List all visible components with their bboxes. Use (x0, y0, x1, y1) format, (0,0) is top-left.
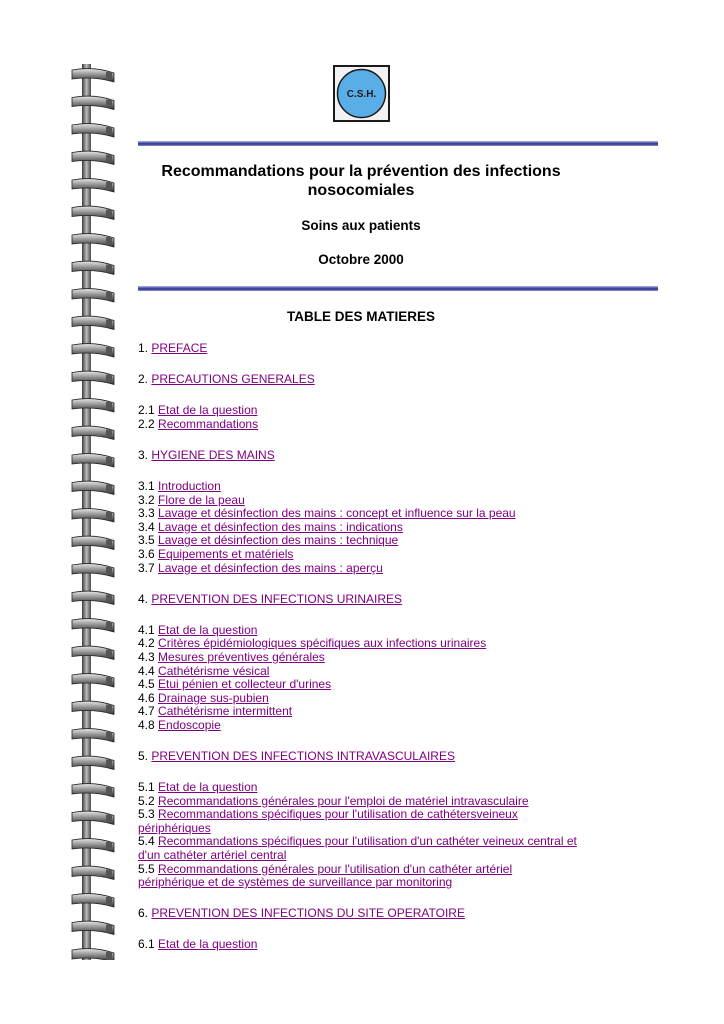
toc-link-4-8[interactable]: Endoscopie (158, 717, 221, 732)
toc-entry: 3.7 Lavage et désinfection des mains : aperçu (138, 560, 383, 575)
toc-entry: 2. PRECAUTIONS GENERALES (138, 372, 315, 387)
spiral-hole (106, 952, 112, 960)
toc-entry: 4.2 Critères épidémiologiques spécifiques aux infections urinaires (138, 636, 487, 651)
spiral-hole (106, 292, 112, 300)
toc-entry: 3.2 Flore de la peau (138, 492, 245, 507)
toc-entry: 6.1 Etat de la question (138, 937, 258, 952)
toc-entry: 5.4 Recommandations spécifiques pour l'utilisation d'un cathéter veineux central et d'un cathéter artériel central (138, 834, 577, 863)
toc-entry: 4.8 Endoscopie (138, 717, 221, 732)
spiral-hole (106, 540, 112, 548)
toc-entry: 4.3 Mesures préventives générales (138, 649, 325, 664)
toc-link-2-2[interactable]: Recommandations (158, 416, 259, 431)
toc-entry: 5.5 Recommandations générales pour l'utilisation d'un cathéter artériel périphérique et de systèmes de surveillance par monitoring (138, 861, 513, 890)
toc-entry: 5.2 Recommandations générales pour l'emploi de matériel intravasculaire (138, 793, 529, 808)
spiral-hole (106, 347, 112, 355)
spiral-hole (106, 677, 112, 685)
toc-entry: 3.6 Equipements et matériels (138, 546, 294, 561)
toc-link-3-4[interactable]: Lavage et désinfection des mains : indications (158, 519, 403, 534)
spiral-hole (106, 265, 112, 273)
toc-entry: 3.4 Lavage et désinfection des mains : indications (138, 519, 403, 534)
toc-entry: 6. PREVENTION DES INFECTIONS DU SITE OPERATOIRE (138, 906, 465, 921)
toc-entry: 3. HYGIENE DES MAINS (138, 447, 275, 462)
document-title: Recommandations pour la prévention des infections nosocomiales (161, 163, 561, 199)
toc-entry: 3.3 Lavage et désinfection des mains : concept et influence sur la peau (138, 506, 516, 521)
toc-link-4-6[interactable]: Drainage sus-pubien (158, 690, 269, 705)
toc-entry: 2.1 Etat de la question (138, 403, 258, 418)
spiral-hole (106, 512, 112, 520)
spiral-hole (106, 897, 112, 905)
toc-entry: 4.7 Cathétérisme intermittent (138, 704, 293, 719)
toc-link-precautions-generales[interactable]: PRECAUTIONS GENERALES (151, 372, 315, 387)
date: Octobre 2000 (318, 252, 404, 267)
spiral-hole (106, 815, 112, 823)
spiral-hole (106, 457, 112, 465)
top-divider (138, 141, 658, 146)
logo-text: C.S.H. (346, 89, 377, 100)
toc-link-3-5[interactable]: Lavage et désinfection des mains : technique (158, 533, 399, 548)
toc-link-2-1[interactable]: Etat de la question (158, 403, 258, 418)
spiral-hole (106, 732, 112, 740)
toc-entry: 4. PREVENTION DES INFECTIONS URINAIRES (138, 591, 403, 606)
spiral-hole (106, 402, 112, 410)
bottom-divider (138, 286, 658, 291)
toc-link-3-2[interactable]: Flore de la peau (158, 492, 245, 507)
spiral-hole (106, 842, 112, 850)
spiral-hole (106, 237, 112, 245)
spiral-hole (106, 320, 112, 328)
table-of-contents (138, 342, 638, 970)
toc-link-3-6[interactable]: Equipements et matériels (158, 546, 294, 561)
spiral-binding-graphic (70, 64, 118, 960)
toc-entry: 3.1 Introduction (138, 478, 221, 493)
toc-entry: 1. PREFACE (138, 341, 208, 355)
toc-link-4-3[interactable]: Mesures préventives générales (158, 649, 325, 664)
toc-link-5-5[interactable]: Recommandations générales pour l'utilisation d'un cathéter artériel périphérique et de systèmes de surveillance par monitoring (138, 861, 513, 890)
toc-link-infections-urinaires[interactable]: PREVENTION DES INFECTIONS URINAIRES (151, 591, 403, 606)
toc-link-4-1[interactable]: Etat de la question (158, 622, 258, 637)
toc-link-3-7[interactable]: Lavage et désinfection des mains : aperçu (158, 560, 383, 575)
spiral-hole (106, 430, 112, 438)
spiral-hole (106, 595, 112, 603)
toc-entry: 5.3 Recommandations spécifiques pour l'utilisation de cathétersveineux périphériques (138, 807, 518, 835)
toc-link-5-3[interactable]: Recommandations spécifiques pour l'utilisation de cathétersveineux périphériques (138, 807, 518, 835)
toc-entry: 4.5 Etui pénien et collecteur d'urines (138, 677, 332, 692)
spiral-hole (106, 567, 112, 575)
csh-logo (333, 65, 390, 122)
toc-link-infections-intravasculaires[interactable]: PREVENTION DES INFECTIONS INTRAVASCULAIRES (151, 748, 455, 763)
toc-link-5-2[interactable]: Recommandations générales pour l'emploi de matériel intravasculaire (158, 793, 529, 808)
spiral-hole (106, 870, 112, 878)
spiral-hole (106, 650, 112, 658)
spiral-hole (106, 485, 112, 493)
spiral-hole (106, 210, 112, 218)
toc-link-6-1[interactable]: Etat de la question (158, 937, 258, 952)
spiral-hole (106, 375, 112, 383)
toc-link-5-1[interactable]: Etat de la question (158, 780, 258, 795)
toc-link-4-2[interactable]: Critères épidémiologiques spécifiques aux infections urinaires (158, 636, 487, 651)
spiral-hole (106, 622, 112, 630)
spiral-hole (106, 72, 112, 80)
toc-entry: 5.1 Etat de la question (138, 780, 258, 795)
toc-entry: 3.5 Lavage et désinfection des mains : technique (138, 533, 399, 548)
spiral-hole (106, 182, 112, 190)
toc-link-5-4[interactable]: Recommandations spécifiques pour l'utilisation d'un cathéter veineux central et d'un cathéter artériel central (138, 834, 577, 863)
toc-link-hygiene-des-mains[interactable]: HYGIENE DES MAINS (151, 447, 275, 462)
toc-link-3-1[interactable]: Introduction (158, 478, 221, 493)
spiral-hole (106, 705, 112, 713)
toc-link-4-7[interactable]: Cathétérisme intermittent (158, 704, 293, 719)
toc-entry: 5. PREVENTION DES INFECTIONS INTRAVASCULAIRES (138, 748, 455, 763)
spiral-hole (106, 127, 112, 135)
toc-entry: 4.6 Drainage sus-pubien (138, 690, 269, 705)
toc-heading: TABLE DES MATIERES (286, 309, 435, 324)
toc-entry: 4.4 Cathétérisme vésical (138, 663, 270, 678)
toc-entry: 4.1 Etat de la question (138, 622, 258, 637)
toc-entry: 2.2 Recommandations (138, 416, 259, 431)
spiral-hole (106, 155, 112, 163)
toc-link-4-4[interactable]: Cathétérisme vésical (158, 663, 270, 678)
spiral-hole (106, 925, 112, 933)
spiral-hole (106, 787, 112, 795)
toc-link-4-5[interactable]: Etui pénien et collecteur d'urines (158, 677, 332, 692)
toc-link-site-operatoire[interactable]: PREVENTION DES INFECTIONS DU SITE OPERATOIRE (151, 906, 465, 921)
toc-link-3-3[interactable]: Lavage et désinfection des mains : concept et influence sur la peau (158, 506, 516, 521)
spiral-hole (106, 760, 112, 768)
subtitle: Soins aux patients (301, 218, 421, 233)
spiral-hole (106, 100, 112, 108)
toc-link-preface[interactable]: PREFACE (151, 341, 208, 355)
